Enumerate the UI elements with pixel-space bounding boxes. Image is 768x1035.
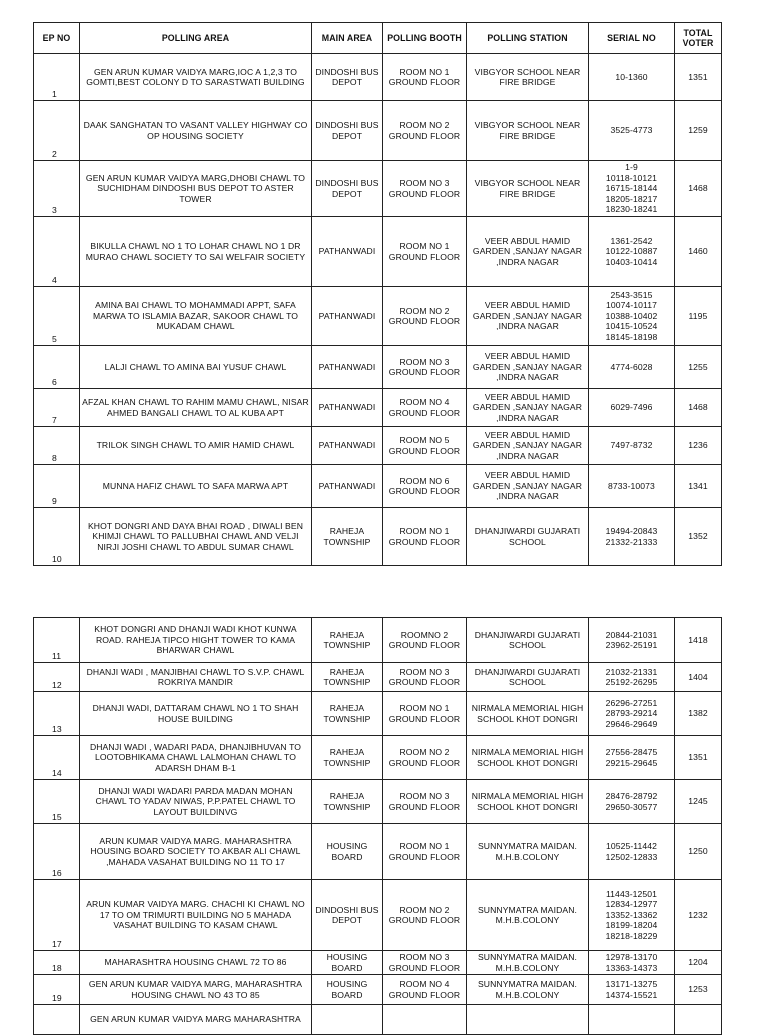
serial-no-cell: 12978-13170 13363-14373 [589,951,675,975]
polling-area-cell: BIKULLA CHAWL NO 1 TO LOHAR CHAWL NO 1 DR MURAO CHAWL SOCIETY TO SAI WELFAIR SOCIETY [80,217,312,287]
polling-area-cell: DHANJI WADI, DATTARAM CHAWL NO 1 TO SHAH HOUSE BUILDING [80,692,312,736]
main-area-cell: DINDOSHI BUS DEPOT [312,101,383,161]
table-row [34,389,722,427]
main-area-cell: RAHEJA TOWNSHIP [312,508,383,566]
ep-no-cell: 3 [34,161,80,217]
polling-station-cell: VIBGYOR SCHOOL NEAR FIRE BRIDGE [467,161,589,217]
main-area-cell: RAHEJA TOWNSHIP [312,618,383,663]
serial-no-cell: 7497-8732 [589,427,675,465]
polling-booth-cell: ROOM NO 3 GROUND FLOOR [383,346,467,389]
serial-no-cell: 3525-4773 [589,101,675,161]
table-body-upper [34,54,722,566]
ep-no-cell: 13 [34,692,80,736]
polling-booth-cell: ROOM NO 1 GROUND FLOOR [383,508,467,566]
polling-area-cell: GEN ARUN KUMAR VAIDYA MARG,DHOBI CHAWL TO SUCHIDHAM DINDOSHI BUS DEPOT TO ASTER TOWER [80,161,312,217]
polling-station-cell: VEER ABDUL HAMID GARDEN ,SANJAY NAGAR ,INDRA NAGAR [467,217,589,287]
polling-area-cell: GEN ARUN KUMAR VAIDYA MARG, MAHARASHTRA HOUSING CHAWL NO 43 TO 85 [80,975,312,1005]
polling-area-cell: DHANJI WADI , WADARI PADA, DHANJIBHUVAN TO LOOTOBHIKAMA CHAWL LALMOHAN CHAWL TO ADARSH DHAM B-1 [80,736,312,780]
serial-no-cell: 6029-7496 [589,389,675,427]
ep-no-cell: 12 [34,663,80,692]
table-row [34,287,722,346]
polling-station-cell: VEER ABDUL HAMID GARDEN ,SANJAY NAGAR ,INDRA NAGAR [467,465,589,508]
ep-no-cell: 18 [34,951,80,975]
main-area-cell: RAHEJA TOWNSHIP [312,692,383,736]
serial-no-cell: 1361-2542 10122-10887 10403-10414 [589,217,675,287]
table-row [34,101,722,161]
main-area-cell: RAHEJA TOWNSHIP [312,736,383,780]
polling-station-cell: NIRMALA MEMORIAL HIGH SCHOOL KHOT DONGRI [467,736,589,780]
serial-no-cell: 2543-3515 10074-10117 10388-10402 10415-10524 18145-18198 [589,287,675,346]
total-voter-cell: 1351 [675,736,722,780]
table-row [34,346,722,389]
polling-station-cell: VIBGYOR SCHOOL NEAR FIRE BRIDGE [467,101,589,161]
total-voter-cell: 1418 [675,618,722,663]
serial-no-cell: 10-1360 [589,54,675,101]
ep-no-cell: 9 [34,465,80,508]
polling-station-cell: VEER ABDUL HAMID GARDEN ,SANJAY NAGAR ,INDRA NAGAR [467,346,589,389]
polling-booth-cell: ROOM NO 1 GROUND FLOOR [383,692,467,736]
main-area-cell: DINDOSHI BUS DEPOT [312,880,383,951]
main-area-cell: PATHANWADI [312,465,383,508]
total-voter-cell: 1232 [675,880,722,951]
serial-no-cell: 13171-13275 14374-15521 [589,975,675,1005]
table-row [34,951,722,975]
header-total-voter: TOTAL VOTER [675,23,722,54]
serial-no-cell: 20844-21031 23962-25191 [589,618,675,663]
table-row [34,663,722,692]
polling-area-cell: AMINA BAI CHAWL TO MOHAMMADI APPT, SAFA MARWA TO ISLAMIA BAZAR, SAKOOR CHAWL TO MUKADAM CHAWL [80,287,312,346]
total-voter-cell: 1255 [675,346,722,389]
polling-station-cell [467,1005,589,1035]
ep-no-cell: 15 [34,780,80,824]
polling-station-cell: DHANJIWARDI GUJARATI SCHOOL [467,663,589,692]
polling-table-lower [33,617,722,1035]
main-area-cell: HOUSING BOARD [312,824,383,880]
serial-no-cell: 11443-12501 12834-12977 13352-13362 18199-18204 18218-18229 [589,880,675,951]
total-voter-cell: 1468 [675,389,722,427]
table-row [34,975,722,1005]
table-row [34,780,722,824]
polling-booth-cell: ROOM NO 2 GROUND FLOOR [383,287,467,346]
polling-station-cell: VEER ABDUL HAMID GARDEN ,SANJAY NAGAR ,INDRA NAGAR [467,287,589,346]
serial-no-cell [589,1005,675,1035]
polling-area-cell: GEN ARUN KUMAR VAIDYA MARG,IOC A 1,2,3 TO GOMTI,BEST COLONY D TO SARASTWATI BUILDING [80,54,312,101]
polling-booth-cell: ROOM NO 2 GROUND FLOOR [383,880,467,951]
polling-area-cell: KHOT DONGRI AND DHANJI WADI KHOT KUNWA ROAD. RAHEJA TIPCO HIGHT TOWER TO KAMA BHARWAR CHAWL [80,618,312,663]
polling-area-cell: DAAK SANGHATAN TO VASANT VALLEY HIGHWAY CO OP HOUSING SOCIETY [80,101,312,161]
polling-booth-cell: ROOM NO 5 GROUND FLOOR [383,427,467,465]
ep-no-cell [34,1005,80,1035]
total-voter-cell: 1250 [675,824,722,880]
polling-booth-cell: ROOM NO 6 GROUND FLOOR [383,465,467,508]
polling-area-cell: MUNNA HAFIZ CHAWL TO SAFA MARWA APT [80,465,312,508]
polling-booth-cell: ROOM NO 1 GROUND FLOOR [383,824,467,880]
main-area-cell: PATHANWADI [312,346,383,389]
main-area-cell: HOUSING BOARD [312,951,383,975]
polling-station-cell: SUNNYMATRA MAIDAN. M.H.B.COLONY [467,951,589,975]
serial-no-cell: 28476-28792 29650-30577 [589,780,675,824]
serial-no-cell: 1-9 10118-10121 16715-18144 18205-18217 18230-18241 [589,161,675,217]
total-voter-cell: 1236 [675,427,722,465]
table-row [34,736,722,780]
table-row [34,54,722,101]
polling-station-cell: NIRMALA MEMORIAL HIGH SCHOOL KHOT DONGRI [467,692,589,736]
ep-no-cell: 4 [34,217,80,287]
table-row [34,217,722,287]
total-voter-cell: 1195 [675,287,722,346]
polling-booth-cell [383,1005,467,1035]
ep-no-cell: 16 [34,824,80,880]
main-area-cell [312,1005,383,1035]
total-voter-cell: 1351 [675,54,722,101]
total-voter-cell: 1404 [675,663,722,692]
ep-no-cell: 5 [34,287,80,346]
polling-booth-cell: ROOM NO 4 GROUND FLOOR [383,389,467,427]
polling-area-cell: DHANJI WADI WADARI PARDA MADAN MOHAN CHAWL TO YADAV NIWAS, P.P.PATEL CHAWL TO LAYOUT BUILDINVG [80,780,312,824]
header-polling-booth: POLLING BOOTH [383,23,467,54]
total-voter-cell: 1259 [675,101,722,161]
header-ep-no: EP NO [34,23,80,54]
serial-no-cell: 26296-27251 28793-29214 29646-29649 [589,692,675,736]
serial-no-cell: 4774-6028 [589,346,675,389]
polling-booth-cell: ROOM NO 1 GROUND FLOOR [383,217,467,287]
polling-booth-cell: ROOM NO 1 GROUND FLOOR [383,54,467,101]
polling-area-cell: LALJI CHAWL TO AMINA BAI YUSUF CHAWL [80,346,312,389]
total-voter-cell: 1341 [675,465,722,508]
polling-booth-cell: ROOM NO 2 GROUND FLOOR [383,101,467,161]
polling-station-cell: VIBGYOR SCHOOL NEAR FIRE BRIDGE [467,54,589,101]
polling-station-cell: DHANJIWARDI GUJARATI SCHOOL [467,618,589,663]
serial-no-cell: 19494-20843 21332-21333 [589,508,675,566]
table-body-lower [34,618,722,1035]
polling-area-cell: KHOT DONGRI AND DAYA BHAI ROAD , DIWALI BEN KHIMJI CHAWL TO PALLUBHAI CHAWL AND VELJI NIRJI JOSHI CHAWL TO ABDUL SUMAR CHAWL [80,508,312,566]
polling-station-cell: VEER ABDUL HAMID GARDEN ,SANJAY NAGAR ,INDRA NAGAR [467,427,589,465]
ep-no-cell: 7 [34,389,80,427]
ep-no-cell: 2 [34,101,80,161]
total-voter-cell: 1382 [675,692,722,736]
ep-no-cell: 1 [34,54,80,101]
table-header-row [34,23,722,54]
polling-area-cell: DHANJI WADI , MANJIBHAI CHAWL TO S.V.P. CHAWL ROKRIYA MANDIR [80,663,312,692]
header-polling-station: POLLING STATION [467,23,589,54]
main-area-cell: PATHANWADI [312,427,383,465]
main-area-cell: PATHANWADI [312,389,383,427]
polling-booth-cell: ROOM NO 3 GROUND FLOOR [383,161,467,217]
polling-area-cell: ARUN KUMAR VAIDYA MARG. CHACHI KI CHAWL NO 17 TO OM TRIMURTI BUILDING NO 5 MAHADA VASAHAT BUILDING TO KASAM CHAWL [80,880,312,951]
table-row [34,508,722,566]
polling-area-cell: MAHARASHTRA HOUSING CHAWL 72 TO 86 [80,951,312,975]
ep-no-cell: 17 [34,880,80,951]
polling-station-cell: SUNNYMATRA MAIDAN. M.H.B.COLONY [467,824,589,880]
main-area-cell: HOUSING BOARD [312,975,383,1005]
total-voter-cell: 1352 [675,508,722,566]
polling-station-cell: SUNNYMATRA MAIDAN. M.H.B.COLONY [467,975,589,1005]
main-area-cell: PATHANWADI [312,287,383,346]
polling-booth-cell: ROOM NO 2 GROUND FLOOR [383,736,467,780]
polling-area-cell: TRILOK SINGH CHAWL TO AMIR HAMID CHAWL [80,427,312,465]
ep-no-cell: 14 [34,736,80,780]
polling-area-cell: GEN ARUN KUMAR VAIDYA MARG MAHARASHTRA [80,1005,312,1035]
polling-booth-cell: ROOM NO 3 GROUND FLOOR [383,951,467,975]
header-serial-no: SERIAL NO [589,23,675,54]
table-row [34,824,722,880]
ep-no-cell: 6 [34,346,80,389]
table-row [34,880,722,951]
table-row [34,618,722,663]
ep-no-cell: 11 [34,618,80,663]
ep-no-cell: 10 [34,508,80,566]
header-main-area: MAIN AREA [312,23,383,54]
main-area-cell: PATHANWADI [312,217,383,287]
total-voter-cell: 1245 [675,780,722,824]
polling-station-cell: VEER ABDUL HAMID GARDEN ,SANJAY NAGAR ,INDRA NAGAR [467,389,589,427]
total-voter-cell [675,1005,722,1035]
polling-booth-cell: ROOMNO 2 GROUND FLOOR [383,618,467,663]
serial-no-cell: 27556-28475 29215-29645 [589,736,675,780]
ep-no-cell: 8 [34,427,80,465]
main-area-cell: DINDOSHI BUS DEPOT [312,161,383,217]
polling-station-cell: SUNNYMATRA MAIDAN. M.H.B.COLONY [467,880,589,951]
serial-no-cell: 21032-21331 25192-26295 [589,663,675,692]
ep-no-cell: 19 [34,975,80,1005]
polling-table-upper [33,22,722,566]
polling-station-cell: NIRMALA MEMORIAL HIGH SCHOOL KHOT DONGRI [467,780,589,824]
serial-no-cell: 8733-10073 [589,465,675,508]
total-voter-cell: 1468 [675,161,722,217]
table-row [34,161,722,217]
polling-station-cell: DHANJIWARDI GUJARATI SCHOOL [467,508,589,566]
table-row [34,427,722,465]
total-voter-cell: 1253 [675,975,722,1005]
table-row [34,465,722,508]
polling-area-cell: ARUN KUMAR VAIDYA MARG. MAHARASHTRA HOUSING BOARD SOCIETY TO AKBAR ALI CHAWL ,MAHADA VASAHAT BUILDING NO 11 TO 17 [80,824,312,880]
total-voter-cell: 1204 [675,951,722,975]
table-row [34,692,722,736]
polling-area-cell: AFZAL KHAN CHAWL TO RAHIM MAMU CHAWL, NISAR AHMED BANGALI CHAWL TO AL KUBA APT [80,389,312,427]
main-area-cell: DINDOSHI BUS DEPOT [312,54,383,101]
total-voter-cell: 1460 [675,217,722,287]
polling-booth-cell: ROOM NO 3 GROUND FLOOR [383,663,467,692]
table-row [34,1005,722,1035]
main-area-cell: RAHEJA TOWNSHIP [312,663,383,692]
polling-booth-cell: ROOM NO 3 GROUND FLOOR [383,780,467,824]
header-polling-area: POLLING AREA [80,23,312,54]
polling-booth-cell: ROOM NO 4 GROUND FLOOR [383,975,467,1005]
main-area-cell: RAHEJA TOWNSHIP [312,780,383,824]
serial-no-cell: 10525-11442 12502-12833 [589,824,675,880]
